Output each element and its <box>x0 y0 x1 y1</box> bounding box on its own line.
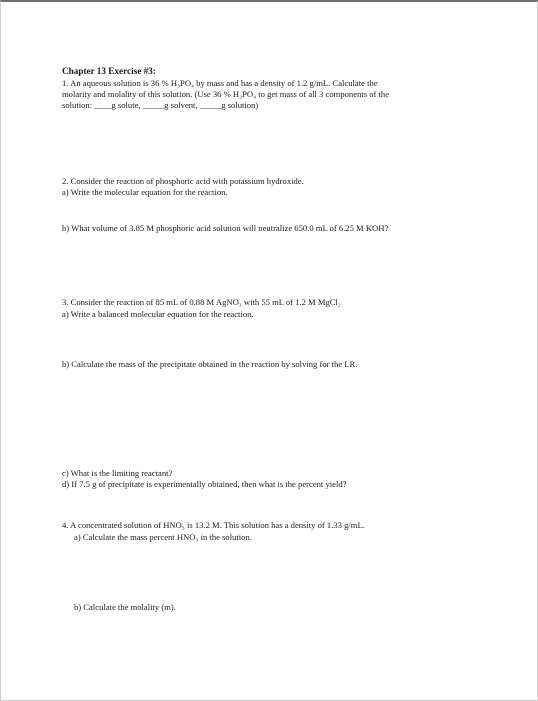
question-4a: a) Calculate the mass percent HNO₃ in the solution. <box>74 532 252 542</box>
question-1-line-2: molarity and molality of this solution. (Use 36 % H₃PO₄ to get mass of all 3 components of the <box>62 89 390 99</box>
question-2a: a) Write the molecular equation for the reaction. <box>62 187 228 197</box>
question-3c: c) What is the limiting reactant? <box>62 468 173 478</box>
question-3b: b) Calculate the mass of the precipitate obtained in the reaction by solving for the LR. <box>62 359 358 369</box>
question-3d: d) If 7.5 g of precipitate is experimentally obtained, then what is the percent yield? <box>62 479 347 489</box>
worksheet-title: Chapter 13 Exercise #3: <box>62 66 156 76</box>
question-3a: a) Write a balanced molecular equation for the reaction. <box>62 309 254 319</box>
question-4-intro: 4. A concentrated solution of HNO₃ is 13.2 M. This solution has a density of 1.33 g/mL. <box>62 520 365 530</box>
question-1-line-3: solution: ____g solute, _____g solvent, _____g solution) <box>62 100 259 110</box>
question-2-intro: 2. Consider the reaction of phosphoric acid with potassium hydroxide. <box>62 176 304 186</box>
question-3-intro: 3. Consider the reaction of 85 mL of 0.88 M AgNO₃ with 55 mL of 1.2 M MgCl₂ <box>62 297 341 307</box>
question-2b: b) What volume of 3.85 M phosphoric acid solution will neutralize 650.0 mL of 6.25 M KOH? <box>62 223 389 233</box>
question-1-line-1: 1. An aqueous solution is 36 % H₃PO₄ by mass and has a density of 1.2 g/mL. Calculate the <box>62 78 378 88</box>
question-4b: b) Calculate the molality (m). <box>74 602 176 612</box>
